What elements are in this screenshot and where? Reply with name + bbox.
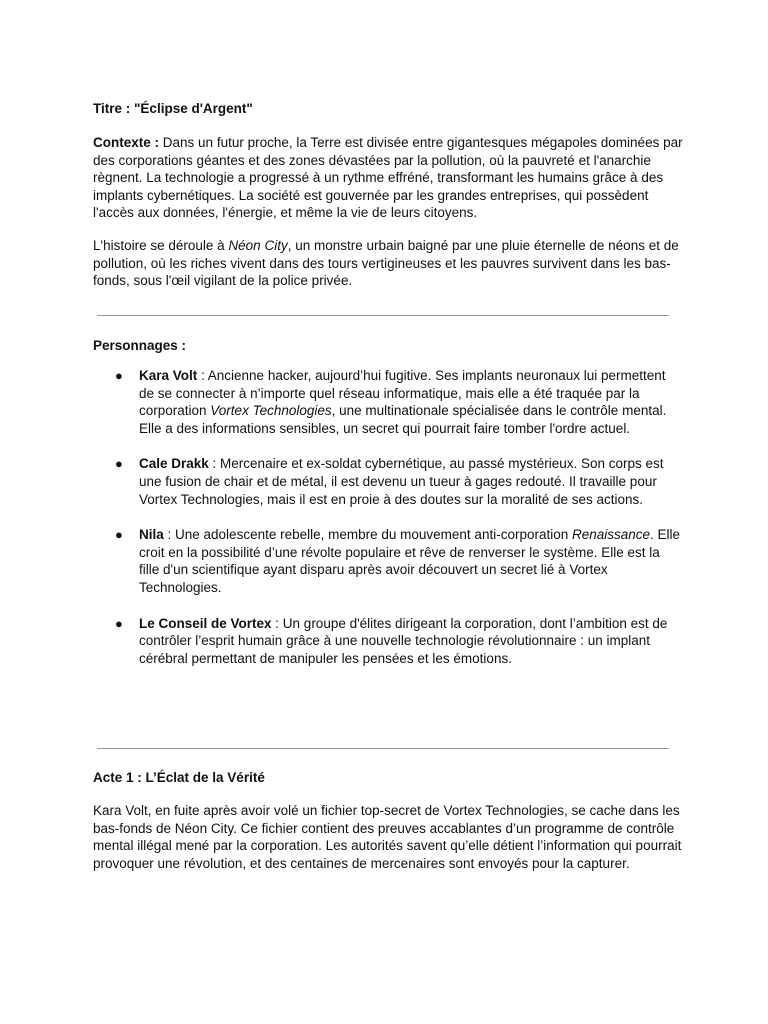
character-item	[93, 615, 683, 668]
character-item	[93, 455, 683, 508]
character-name: Cale Drakk	[139, 456, 209, 472]
characters-list	[93, 367, 683, 667]
story-place: Néon City	[228, 238, 288, 253]
character-name: Kara Volt	[139, 368, 198, 383]
character-name: Nila	[139, 527, 164, 543]
character-description-end: . Elle croit en la possibilité d’une révolte populaire et rêve de renverser le système. Elle est la fille d'un scientifique ayant disparu après avoir découvert un secret lié à Vortex Technologies.	[139, 527, 681, 595]
context-paragraph	[93, 134, 683, 222]
divider	[97, 748, 669, 749]
bullet-icon: ●	[115, 615, 123, 631]
character-item	[93, 526, 683, 596]
character-description: : Ancienne hacker, aujourd’hui fugitive. Ses implants neuronaux lui permettent de se connecter à n’importe quel réseau informatique, mais elle a été traquée par la corporation	[139, 368, 666, 419]
character-item	[93, 367, 683, 437]
title-label: Titre :	[93, 101, 131, 116]
character-description: : Une adolescente rebelle, membre du mouvement anti-corporation	[163, 527, 572, 543]
context-text: Dans un futur proche, la Terre est divisée entre gigantesques mégapoles dominées par des corporations géantes et des zones dévastées par la pollution, où la pauvreté et l'anarchie règnent. La technologie a progressé à un rythme effréné, transformant les humains grâce à des implants cybernétiques. La société est gouvernée par les grandes entreprises, qui possèdent l'accès aux données, l'énergie, et même la vie de leurs citoyens.	[93, 135, 683, 221]
title-value: "Éclipse d'Argent"	[134, 101, 253, 116]
bullet-icon: ●	[115, 456, 123, 472]
divider	[97, 315, 669, 316]
story-text-after: , un monstre urbain baigné par une pluie éternelle de néons et de pollution, où les riches vivent dans des tours vertigineuses et les pauvres survivent dans les bas-fonds, sous l'œil vigilant de la police privée.	[93, 238, 679, 289]
act1-heading: Acte 1 : L’Éclat de la Vérité	[93, 770, 265, 785]
character-italic: Vortex Technologies	[210, 403, 332, 419]
act1-paragraph: Kara Volt, en fuite après avoir volé un fichier top-secret de Vortex Technologies, se cache dans les bas-fonds de Néon City. Ce fichier contient des preuves accablantes d’un programme de contrôle mental illégal mené par la corporation. Les autorités savent qu’elle détient l’information qui pourrait provoquer une révolution, et des centaines de mercenaires sont envoyés pour la capturer.	[93, 803, 682, 871]
bullet-icon: ●	[115, 368, 123, 383]
context-label: Contexte :	[93, 135, 160, 150]
story-text-before: L'histoire se déroule à	[93, 238, 229, 253]
character-description: : Un groupe d'élites dirigeant la corporation, dont l’ambition est de contrôler l’esprit humain grâce à une nouvelle technologie révolutionnaire : un implant cérébral permettant de manipuler les pensées et les émotions.	[139, 615, 668, 666]
story-paragraph	[93, 237, 683, 290]
characters-heading: Personnages :	[93, 338, 187, 353]
document-title	[93, 100, 683, 118]
character-description-end: , une multinationale spécialisée dans le contrôle mental. Elle a des informations sensibles, un secret qui pourrait faire tomber l'ordre actuel.	[139, 403, 667, 436]
character-italic: Renaissance	[571, 527, 651, 543]
character-description: : Mercenaire et ex-soldat cybernétique, au passé mystérieux. Son corps est une fusion de chair et de métal, il est devenu un tueur à gages redouté. Il travaille pour Vortex Technologies, mais il est en proie à des doutes sur la moralité de ses actions.	[139, 456, 664, 507]
character-name: Le Conseil de Vortex	[139, 615, 272, 631]
bullet-icon: ●	[115, 527, 123, 543]
